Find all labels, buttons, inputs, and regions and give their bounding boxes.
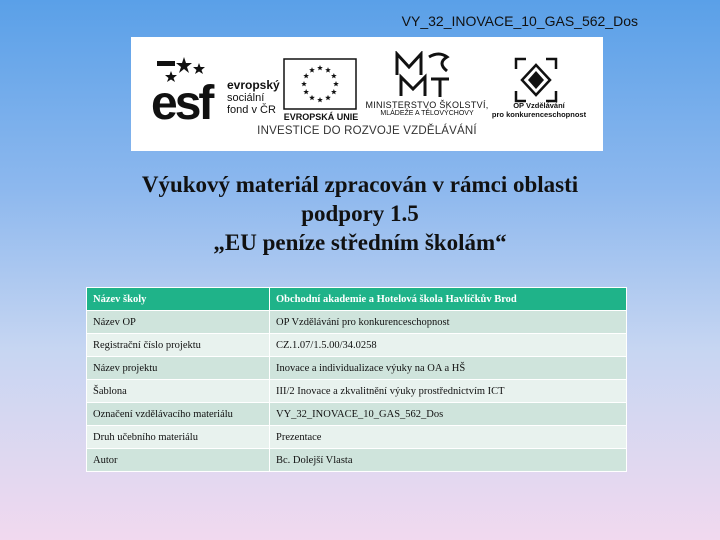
op-logo-icon: [514, 57, 558, 103]
table-row: [87, 380, 627, 403]
row-value: III/2 Inovace a zkvalitnění výuky prostřednictvím ICT: [270, 380, 627, 403]
esf-line-2: sociální: [227, 92, 265, 104]
logo-banner: [131, 37, 603, 151]
op-line-1: OP Vzdělávání: [513, 101, 565, 110]
msmt-label: [362, 100, 492, 117]
table-row: [87, 288, 627, 311]
row-value: OP Vzdělávání pro konkurenceschopnost: [270, 311, 627, 334]
row-label: Šablona: [87, 380, 270, 403]
row-label: Název OP: [87, 311, 270, 334]
investice-banner: INVESTICE DO ROZVOJE VZDĚLÁVÁNÍ: [257, 125, 477, 137]
row-label: Označení vzdělávacího materiálu: [87, 403, 270, 426]
row-value: Inovace a individualizace výuky na OA a HŠ: [270, 357, 627, 380]
row-label: Registrační číslo projektu: [87, 334, 270, 357]
msmt-line-2: MLÁDEŽE A TĚLOVÝCHOVY: [380, 110, 474, 117]
row-value: Prezentace: [270, 426, 627, 449]
page-title: [40, 170, 680, 257]
table-row: [87, 311, 627, 334]
title-line-1: Výukový materiál zpracován v rámci oblasti: [141, 172, 579, 197]
eu-label: EVROPSKÁ UNIE: [283, 112, 359, 122]
table-row: [87, 403, 627, 426]
row-value: VY_32_INOVACE_10_GAS_562_Dos: [270, 403, 627, 426]
op-line-2: pro konkurenceschopnost: [491, 110, 587, 119]
title-line-2: podpory 1.5: [301, 201, 419, 226]
table-row: [87, 334, 627, 357]
row-label: Druh učebního materiálu: [87, 426, 270, 449]
table-row: [87, 449, 627, 472]
row-value: Obchodní akademie a Hotelová škola Havlíčkův Brod: [270, 288, 627, 311]
table-row: [87, 357, 627, 380]
row-label: Autor: [87, 449, 270, 472]
info-table: [86, 287, 627, 472]
msmt-logo-icon: [393, 51, 453, 99]
row-value: CZ.1.07/1.5.00/34.0258: [270, 334, 627, 357]
table-row: [87, 426, 627, 449]
eu-flag-icon: [283, 58, 357, 110]
msmt-line-1: MINISTERSTVO ŠKOLSTVÍ,: [365, 100, 489, 110]
esf-line-3: fond v ČR: [227, 104, 276, 116]
row-label: Název projektu: [87, 357, 270, 380]
row-label: Název školy: [87, 288, 270, 311]
row-value: Bc. Dolejší Vlasta: [270, 449, 627, 472]
title-line-3: „EU peníze středním školám“: [213, 230, 507, 255]
esf-line-1: evropský: [227, 78, 280, 92]
esf-logo-text: [227, 79, 280, 116]
op-label: [491, 101, 587, 119]
document-code: VY_32_INOVACE_10_GAS_562_Dos: [401, 13, 638, 29]
svg-text:esf: esf: [151, 77, 212, 121]
